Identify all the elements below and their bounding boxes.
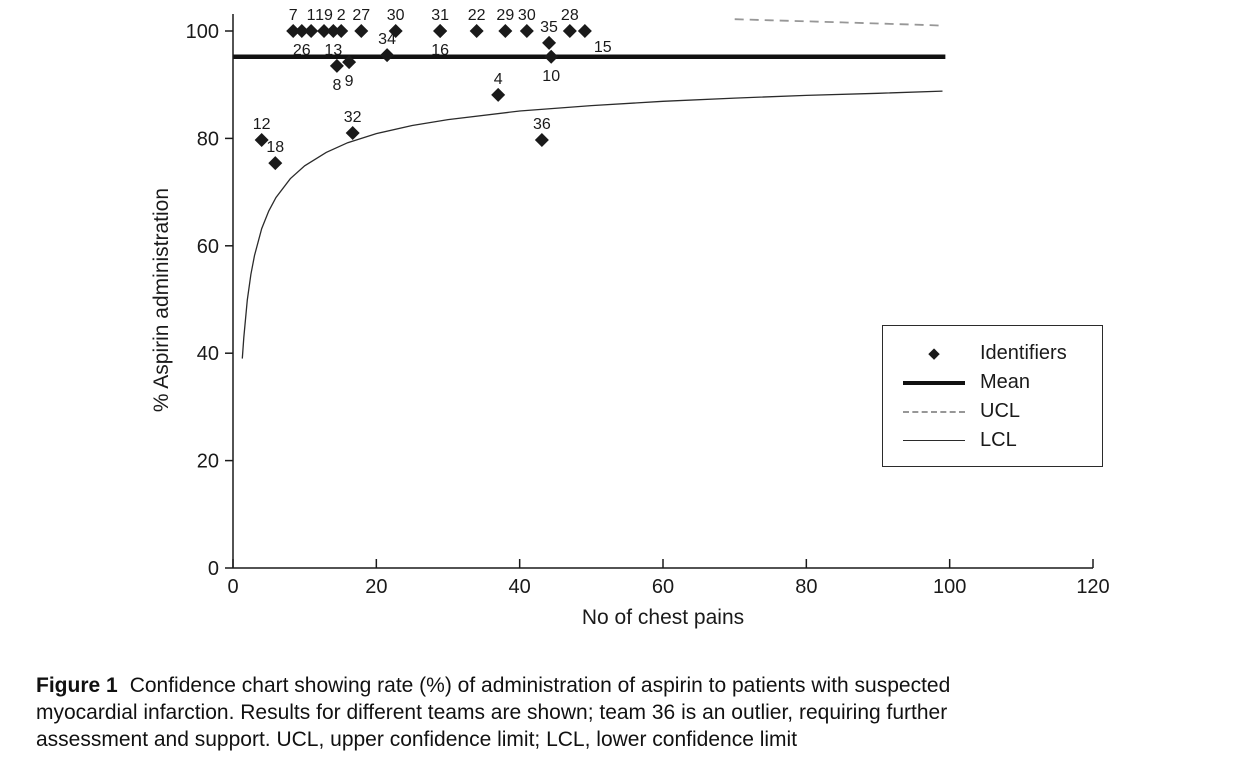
point-label-27: 27 (352, 7, 371, 24)
data-point-34 (380, 48, 394, 62)
legend (882, 325, 1103, 467)
y-tick-label: 0 (207, 558, 219, 580)
data-point-36 (535, 133, 549, 147)
x-tick-label: 120 (1076, 576, 1110, 598)
data-point-28 (563, 24, 577, 38)
legend-symbol-diamond (903, 346, 965, 361)
figure-caption-line1: Confidence chart showing rate (%) of administration of aspirin to patients with suspected (129, 674, 951, 697)
y-axis-title: % Aspirin administration (150, 187, 173, 413)
lcl-line (242, 91, 942, 362)
point-label-4: 4 (493, 70, 503, 88)
data-point-8 (330, 59, 344, 73)
legend-label-ucl: UCL (980, 400, 1021, 422)
data-point-27 (354, 24, 368, 38)
y-tick-label: 20 (196, 450, 219, 473)
y-tick-label: 60 (196, 235, 219, 258)
ucl-line-icon (903, 411, 965, 413)
y-tick-label: 80 (196, 128, 219, 151)
point-label-9: 9 (344, 73, 354, 91)
x-tick-label: 60 (651, 576, 675, 598)
legend-symbol-lcl (903, 440, 965, 441)
data-point-4 (491, 88, 505, 102)
x-tick-label: 0 (227, 576, 239, 598)
legend-entry-lcl (883, 426, 1102, 455)
point-label-31: 31 (431, 7, 450, 24)
point-label-22: 22 (467, 7, 486, 24)
data-point-35 (542, 36, 556, 50)
x-tick-label: 100 (932, 576, 967, 598)
y-tick-label: 100 (185, 21, 219, 43)
x-tick-label: 20 (365, 576, 388, 598)
x-axis-title: No of chest pains (581, 606, 745, 629)
point-label-30: 30 (386, 7, 405, 24)
ucl-line (735, 19, 943, 25)
legend-symbol-ucl (903, 411, 965, 413)
data-point-32 (346, 126, 360, 140)
point-label-2: 2 (336, 7, 346, 24)
figure-caption (36, 672, 1161, 753)
point-label-19: 19 (315, 7, 333, 24)
legend-entry-identifiers (883, 339, 1102, 368)
y-tick-label: 40 (196, 343, 219, 366)
point-label-15: 15 (593, 39, 612, 56)
point-label-12: 12 (252, 116, 271, 134)
x-tick-label: 40 (508, 576, 531, 598)
data-point-16 (433, 24, 447, 38)
legend-label-lcl: LCL (980, 429, 1017, 451)
point-label-1: 1 (306, 7, 316, 24)
x-tick-label: 80 (795, 576, 818, 598)
legend-symbol-mean (903, 381, 965, 385)
point-label-36: 36 (532, 116, 551, 134)
figure-caption-line2: myocardial infarction. Results for different teams are shown; team 36 is an outlier, requiring further (36, 701, 948, 724)
point-label-8: 8 (332, 76, 342, 94)
point-label-16: 16 (431, 42, 450, 59)
lcl-line-icon (903, 440, 965, 441)
data-point-2 (334, 24, 348, 38)
legend-label-mean: Mean (980, 371, 1031, 393)
data-point-22 (470, 24, 484, 38)
point-label-18: 18 (266, 139, 285, 157)
legend-entry-mean (883, 368, 1102, 397)
figure-caption-line3: assessment and support. UCL, upper confidence limit; LCL, lower confidence limit (36, 728, 798, 751)
point-label-30: 30 (517, 7, 536, 24)
data-point-15 (578, 24, 592, 38)
point-label-28: 28 (560, 7, 579, 24)
point-label-34: 34 (378, 31, 396, 49)
point-label-35: 35 (540, 18, 558, 36)
point-label-29: 29 (496, 7, 515, 24)
point-label-7: 7 (288, 7, 298, 24)
point-label-10: 10 (542, 67, 561, 85)
data-point-10 (544, 50, 558, 64)
data-point-29 (498, 24, 512, 38)
data-point-18 (268, 156, 282, 170)
diamond-icon: ◆ (928, 345, 940, 362)
legend-label-identifiers: Identifiers (980, 342, 1067, 364)
point-label-32: 32 (343, 109, 362, 127)
point-label-26: 26 (292, 42, 311, 59)
data-point-30 (520, 24, 534, 38)
figure-caption-label: Figure 1 (36, 674, 118, 697)
data-point-1 (304, 24, 318, 38)
mean-line-icon (903, 381, 965, 385)
legend-entry-ucl (883, 397, 1102, 426)
point-label-13: 13 (324, 42, 343, 59)
